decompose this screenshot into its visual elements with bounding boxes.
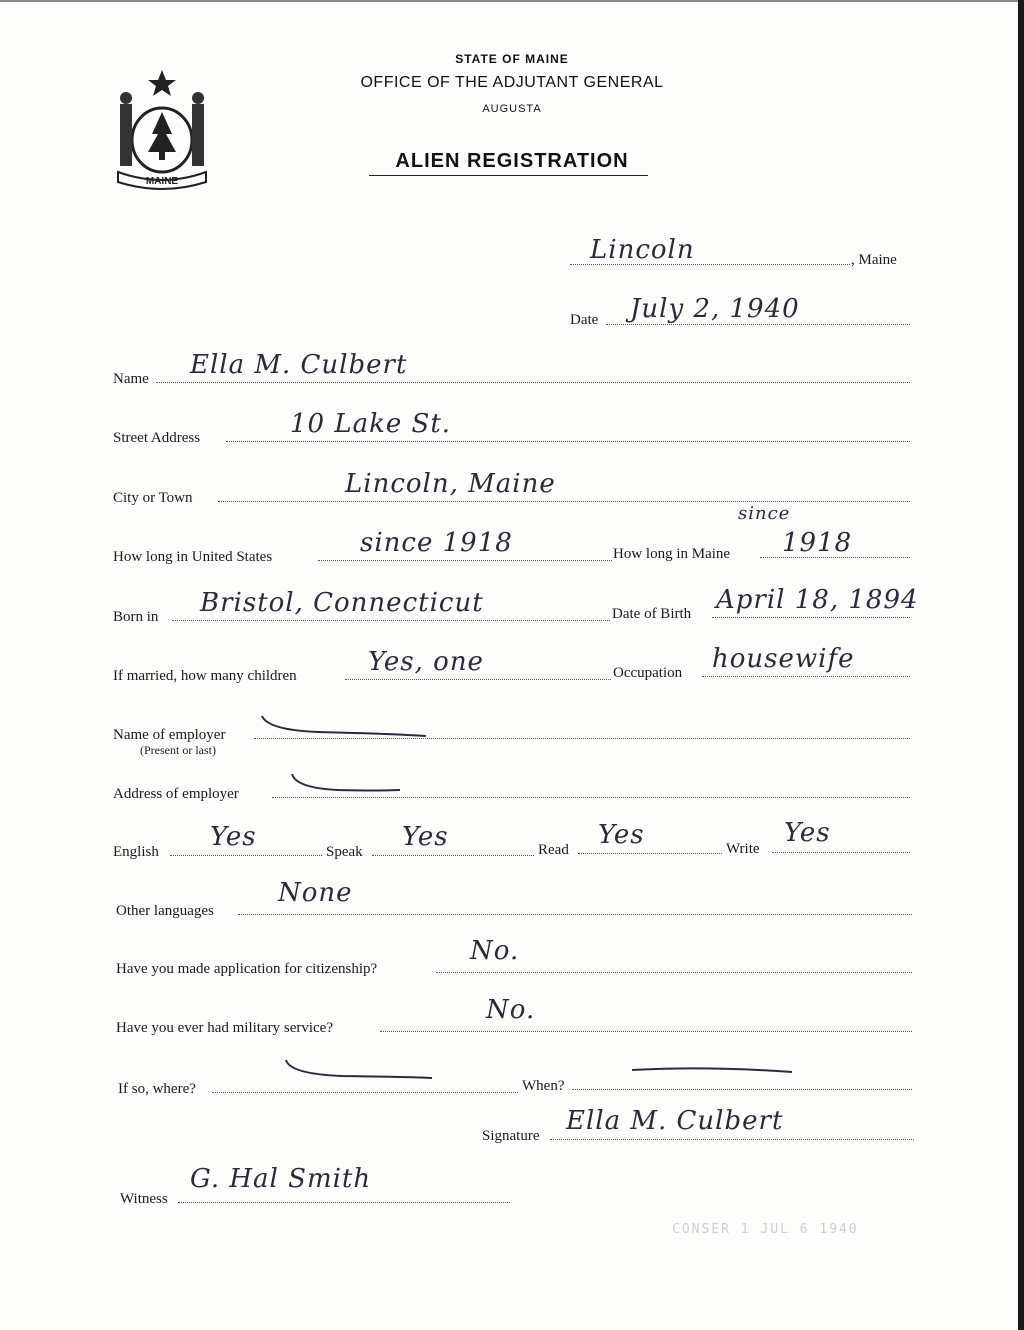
maine-label: How long in Maine [613,546,731,562]
where-dash-mark [282,1056,442,1084]
occupation-entry[interactable]: housewife [712,644,855,674]
name-entry[interactable]: Ella M. Culbert [190,350,408,380]
married-entry[interactable]: Yes, one [368,647,484,677]
born-entry[interactable]: Bristol, Connecticut [200,588,484,618]
maine-note-entry: since [738,503,791,524]
signature-label: Signature [482,1128,540,1144]
speak-label: Speak [326,844,363,860]
married-label: If married, how many children [113,668,297,684]
where-line[interactable] [212,1092,518,1093]
born-label: Born in [113,609,159,625]
witness-entry[interactable]: G. Hal Smith [190,1164,372,1194]
occupation-line [702,676,910,677]
signature-line [550,1139,914,1140]
when-dash-mark [628,1058,798,1080]
header-state: STATE OF MAINE [455,52,569,66]
header-office: OFFICE OF THE ADJUTANT GENERAL [360,74,664,91]
military-entry[interactable]: No. [486,995,536,1025]
seal-banner-text: MAINE [145,176,179,187]
married-line [345,679,611,680]
english-entry[interactable]: Yes [210,822,257,852]
street-line [226,441,910,442]
write-line [772,852,910,853]
dob-label: Date of Birth [612,606,692,622]
us-entry[interactable]: since 1918 [360,528,513,558]
signature-entry[interactable]: Ella M. Culbert [566,1106,784,1136]
place-suffix-label: , Maine [851,252,897,268]
english-label: English [113,844,159,860]
scan-border-top [0,0,1024,2]
title-underline [369,175,648,176]
read-line [578,853,722,854]
when-line[interactable] [572,1089,912,1090]
city-label: City or Town [113,490,193,506]
place-entry[interactable]: Lincoln [590,235,695,265]
name-line [156,382,910,383]
read-label: Read [538,842,569,858]
other-languages-entry[interactable]: None [278,878,353,908]
english-line [170,855,322,856]
citizenship-entry[interactable]: No. [470,936,520,966]
speak-entry[interactable]: Yes [402,822,449,852]
faint-stamp: CONSER 1 JUL 6 1940 [672,1222,859,1237]
where-label: If so, where? [118,1081,196,1097]
dob-entry[interactable]: April 18, 1894 [716,585,919,615]
date-label: Date [570,312,599,328]
other-languages-line [238,914,912,915]
employer-address-label: Address of employer [113,786,239,802]
us-line [318,560,612,561]
employer-address-dash-mark [288,770,408,798]
occupation-label: Occupation [613,665,683,681]
form-title: ALIEN REGISTRATION [395,150,629,172]
witness-label: Witness [120,1191,168,1207]
date-entry[interactable]: July 2, 1940 [630,294,800,324]
name-label: Name [113,371,149,387]
maine-entry[interactable]: 1918 [782,528,853,558]
street-label: Street Address [113,430,201,446]
speak-line [372,855,534,856]
military-line [380,1031,912,1032]
witness-line [178,1202,510,1203]
citizenship-label: Have you made application for citizenship? [116,961,378,977]
header-city: AUGUSTA [482,103,542,115]
citizenship-line [436,972,912,973]
born-line [172,620,610,621]
dob-line [712,617,910,618]
date-line [606,324,910,325]
city-entry[interactable]: Lincoln, Maine [345,469,556,499]
employer-label: Name of employer [113,727,226,743]
us-label: How long in United States [113,549,273,565]
military-label: Have you ever had military service? [116,1020,333,1036]
other-languages-label: Other languages [116,903,214,919]
employer-sublabel: (Present or last) [140,743,216,757]
scan-border-right [1018,0,1024,1330]
street-entry[interactable]: 10 Lake St. [290,409,452,439]
when-label: When? [522,1078,565,1094]
employer-dash-mark [258,710,438,744]
write-entry[interactable]: Yes [784,818,831,848]
read-entry[interactable]: Yes [598,820,645,850]
write-label: Write [726,841,760,857]
city-line [218,501,910,502]
